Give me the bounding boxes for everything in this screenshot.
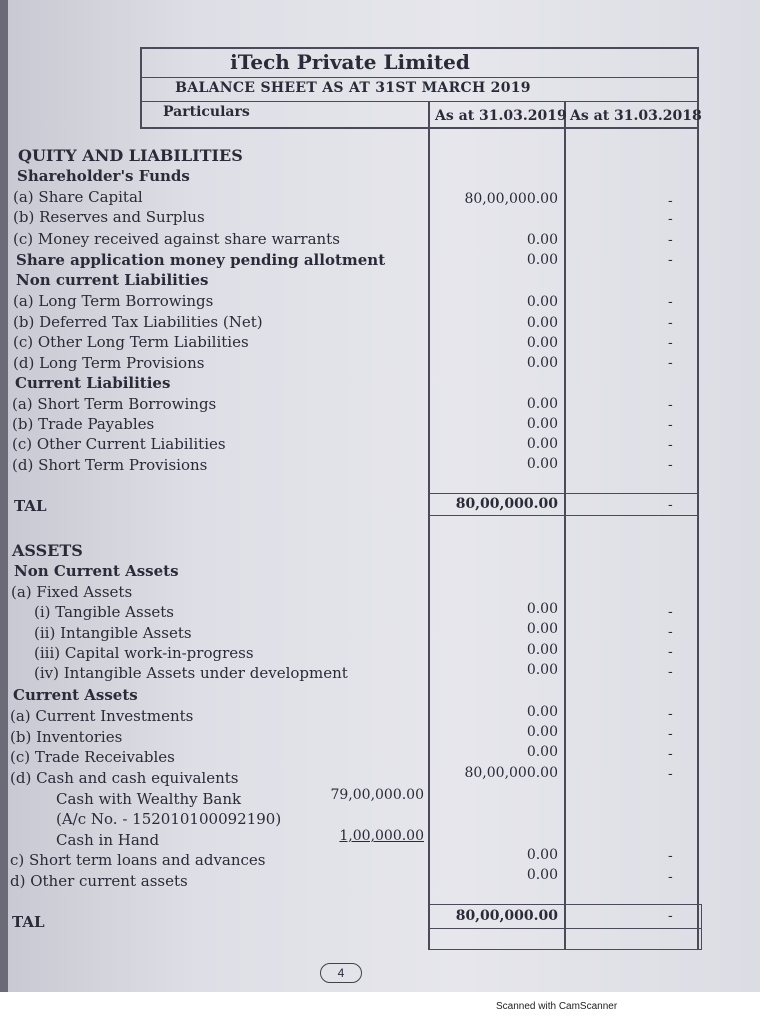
scan-edge-shadow [0, 0, 8, 992]
lt-borrowings-2018: - [668, 294, 673, 310]
money-received: (c) Money received against share warrants [13, 230, 340, 248]
intangible-assets: (ii) Intangible Assets [34, 624, 192, 642]
total-assets-label: TAL [12, 913, 45, 931]
trade-receivables-2019: 0.00 [526, 744, 558, 760]
st-loans-advances-2019: 0.00 [526, 847, 558, 863]
header-divider [140, 127, 698, 129]
trade-receivables: (c) Trade Receivables [10, 748, 175, 766]
share-capital-2019: 80,00,000.00 [464, 191, 558, 207]
current-assets: Current Assets [13, 686, 138, 704]
tangible-assets-2018: - [668, 604, 673, 620]
subtitle-divider [140, 101, 698, 102]
header-2018: As at 31.03.2018 [570, 108, 702, 124]
current-investments: (a) Current Investments [10, 707, 194, 725]
trade-payables-2018: - [668, 417, 673, 433]
share-capital: (a) Share Capital [13, 188, 143, 206]
inventories-2018: - [668, 726, 673, 742]
st-provisions-2018: - [668, 457, 673, 473]
trade-payables-2019: 0.00 [526, 416, 558, 432]
cash-in-hand: Cash in Hand [56, 831, 160, 849]
assets-heading: ASSETS [12, 541, 83, 560]
capital-wip-2018: - [668, 644, 673, 660]
current-liabilities: Current Liabilities [15, 374, 171, 392]
other-current-assets-2018: - [668, 869, 673, 885]
other-current-liabilities-2018: - [668, 437, 673, 453]
reserves-surplus: (b) Reserves and Surplus [13, 208, 205, 226]
deferred-tax-2019: 0.00 [526, 315, 558, 331]
company-name: iTech Private Limited [230, 50, 470, 74]
lt-borrowings-2019: 0.00 [526, 294, 558, 310]
share-application-2019: 0.00 [526, 252, 558, 268]
shareholders-funds: Shareholder's Funds [17, 167, 190, 185]
total-assets-2018: - [668, 908, 673, 924]
intangible-under-development-2019: 0.00 [526, 662, 558, 678]
lt-provisions-2018: - [668, 355, 673, 371]
total-liabilities-label: TAL [14, 497, 47, 515]
money-received-2019: 0.00 [526, 232, 558, 248]
noncurrent-assets: Non Current Assets [14, 562, 179, 580]
deferred-tax-2018: - [668, 315, 673, 331]
st-loans-advances: c) Short term loans and advances [10, 851, 266, 869]
cash-equivalents-2019: 80,00,000.00 [464, 765, 558, 781]
fixed-assets: (a) Fixed Assets [11, 583, 133, 601]
total-liabilities-2019: 80,00,000.00 [455, 496, 558, 512]
capital-wip: (iii) Capital work-in-progress [34, 644, 254, 662]
intangible-under-development: (iv) Intangible Assets under development [34, 664, 348, 682]
st-borrowings-2019: 0.00 [526, 396, 558, 412]
total1-bottom [428, 515, 698, 516]
other-current-assets: d) Other current assets [10, 872, 188, 890]
current-investments-2019: 0.00 [526, 704, 558, 720]
total2-bottom [428, 928, 702, 929]
other-lt-liabilities-2018: - [668, 335, 673, 351]
st-provisions-2019: 0.00 [526, 456, 558, 472]
other-current-liabilities: (c) Other Current Liabilities [12, 435, 226, 453]
tangible-assets-2019: 0.00 [526, 601, 558, 617]
intangible-under-development-2018: - [668, 664, 673, 680]
balance-sheet-title: BALANCE SHEET AS AT 31ST MARCH 2019 [175, 80, 531, 96]
cash-wealthy-bank-amount: 79,00,000.00 [330, 787, 424, 803]
intangible-assets-2018: - [668, 624, 673, 640]
lt-borrowings: (a) Long Term Borrowings [13, 292, 214, 310]
other-lt-liabilities: (c) Other Long Term Liabilities [13, 333, 249, 351]
capital-wip-2019: 0.00 [526, 642, 558, 658]
col-divider-1 [428, 101, 430, 950]
lt-provisions-2019: 0.00 [526, 355, 558, 371]
total2-top [428, 904, 702, 905]
total-assets-2019: 80,00,000.00 [455, 908, 558, 924]
title-divider [140, 77, 698, 78]
total-liabilities-2018: - [668, 497, 673, 513]
reserves-2018: - [668, 211, 673, 227]
inventories: (b) Inventories [10, 728, 123, 746]
col-divider-2 [564, 101, 566, 950]
current-investments-2018: - [668, 706, 673, 722]
trade-receivables-2018: - [668, 746, 673, 762]
tangible-assets: (i) Tangible Assets [34, 603, 174, 621]
header-particulars: Particulars [163, 104, 250, 120]
right-border-tail [701, 904, 702, 950]
share-application-2018: - [668, 252, 673, 268]
cash-equivalents: (d) Cash and cash equivalents [10, 769, 239, 787]
trade-payables: (b) Trade Payables [12, 415, 155, 433]
noncurrent-liabilities: Non current Liabilities [16, 271, 209, 289]
header-2019: As at 31.03.2019 [435, 108, 567, 124]
st-borrowings-2018: - [668, 397, 673, 413]
table-bottom-border [428, 949, 702, 950]
money-received-2018: - [668, 232, 673, 248]
total1-top [428, 493, 698, 494]
st-provisions: (d) Short Term Provisions [12, 456, 208, 474]
lt-provisions: (d) Long Term Provisions [13, 354, 205, 372]
other-lt-liabilities-2019: 0.00 [526, 335, 558, 351]
intangible-assets-2019: 0.00 [526, 621, 558, 637]
scanner-watermark: Scanned with CamScanner [496, 1001, 618, 1012]
table-right-border [697, 47, 699, 950]
inventories-2019: 0.00 [526, 724, 558, 740]
equity-heading: QUITY AND LIABILITIES [18, 146, 243, 165]
other-current-liabilities-2019: 0.00 [526, 436, 558, 452]
deferred-tax: (b) Deferred Tax Liabilities (Net) [13, 313, 263, 331]
table-top-border [140, 47, 698, 49]
page-number: 4 [320, 963, 362, 983]
st-loans-advances-2018: - [668, 848, 673, 864]
st-borrowings: (a) Short Term Borrowings [12, 395, 217, 413]
cash-equivalents-2018: - [668, 766, 673, 782]
account-number: (A/c No. - 152010100092190) [56, 810, 282, 828]
cash-in-hand-amount: 1,00,000.00 [339, 828, 424, 844]
other-current-assets-2019: 0.00 [526, 867, 558, 883]
share-application: Share application money pending allotment [16, 251, 386, 269]
cash-wealthy-bank: Cash with Wealthy Bank [56, 790, 242, 808]
share-capital-2018: - [668, 193, 673, 209]
